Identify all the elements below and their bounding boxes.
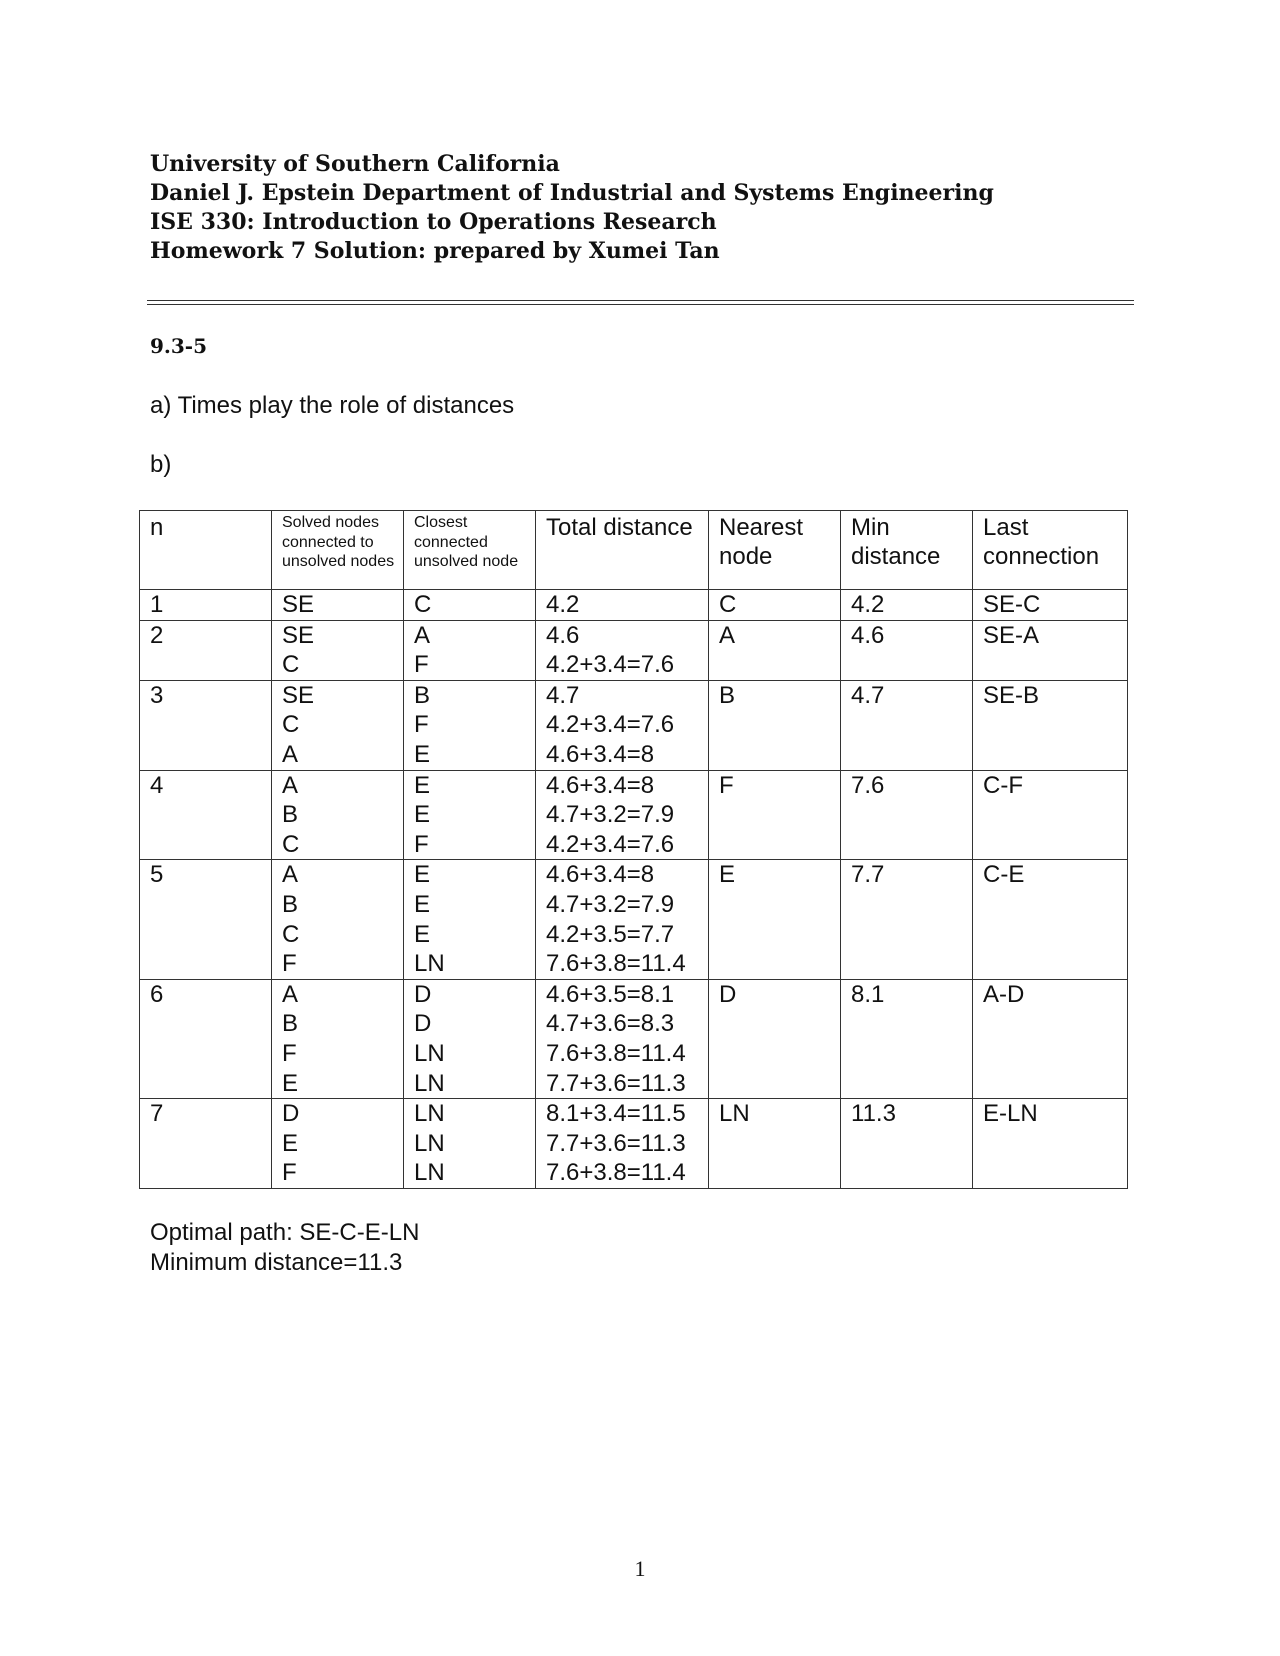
document-header <box>150 150 994 266</box>
header-total-distance: Total distance <box>536 511 709 590</box>
table-row <box>140 620 1128 680</box>
cell-closest-node-line: E <box>414 801 431 829</box>
cell-last-connection: SE-B <box>973 680 1128 770</box>
cell-total-distance <box>536 1099 709 1189</box>
header-last-connection: Last connection <box>973 511 1128 590</box>
cell-total-distance-line: 7.6+3.8=11.4 <box>546 1159 686 1187</box>
cell-closest-node-line: F <box>414 711 429 739</box>
cell-total-distance-line: 4.7+3.6=8.3 <box>546 1010 675 1038</box>
cell-solved-nodes <box>272 590 404 621</box>
cell-solved-nodes <box>272 860 404 979</box>
cell-closest-node-line: B <box>414 681 431 709</box>
cell-total-distance-line: 4.7+3.2=7.9 <box>546 890 675 918</box>
cell-solved-nodes-line: A <box>282 771 299 799</box>
cell-solved-nodes-line: E <box>282 1069 299 1097</box>
cell-min-distance: 4.6 <box>841 620 973 680</box>
cell-closest-node-line: E <box>414 861 431 889</box>
header-university: University of Southern California <box>150 151 560 177</box>
cell-total-distance-line: 7.6+3.8=11.4 <box>546 950 686 978</box>
page-number: 1 <box>634 1556 646 1581</box>
cell-solved-nodes-line: A <box>282 740 299 768</box>
cell-n: 1 <box>140 590 272 621</box>
cell-total-distance-line: 4.6+3.4=8 <box>546 861 655 889</box>
part-a-text: a) Times play the role of distances <box>150 392 515 419</box>
cell-min-distance: 8.1 <box>841 979 973 1098</box>
cell-nearest-node: A <box>709 620 841 680</box>
cell-nearest-node: D <box>709 979 841 1098</box>
header-divider <box>147 300 1134 305</box>
cell-last-connection: SE-C <box>973 590 1128 621</box>
cell-closest-node <box>404 979 536 1098</box>
cell-closest-node-line: E <box>414 890 431 918</box>
cell-closest-node <box>404 590 536 621</box>
table-row <box>140 979 1128 1098</box>
cell-closest-node-line: LN <box>414 1069 445 1097</box>
cell-closest-node-line: LN <box>414 1159 445 1187</box>
cell-total-distance-line: 7.7+3.6=11.3 <box>546 1129 686 1157</box>
header-nearest-node: Nearest node <box>709 511 841 590</box>
cell-solved-nodes-line: SE <box>282 681 315 709</box>
header-min-distance: Min distance <box>841 511 973 590</box>
cell-nearest-node: E <box>709 860 841 979</box>
cell-total-distance-line: 4.2+3.5=7.7 <box>546 920 675 948</box>
cell-nearest-node: LN <box>709 1099 841 1189</box>
cell-total-distance <box>536 979 709 1098</box>
cell-solved-nodes-line: SE <box>282 621 315 649</box>
cell-solved-nodes-line: C <box>282 920 300 948</box>
cell-closest-node-line: LN <box>414 1100 445 1128</box>
cell-solved-nodes-line: A <box>282 861 299 889</box>
cell-closest-node <box>404 860 536 979</box>
cell-solved-nodes-line: F <box>282 1159 297 1187</box>
cell-n: 5 <box>140 860 272 979</box>
cell-min-distance: 7.6 <box>841 770 973 860</box>
cell-min-distance: 4.2 <box>841 590 973 621</box>
cell-total-distance-line: 4.2+3.4=7.6 <box>546 651 675 679</box>
problem-number: 9.3-5 <box>150 334 208 358</box>
cell-last-connection: C-E <box>973 860 1128 979</box>
cell-closest-node-line: E <box>414 740 431 768</box>
table-row <box>140 1099 1128 1189</box>
cell-closest-node-line: D <box>414 980 432 1008</box>
cell-solved-nodes <box>272 620 404 680</box>
cell-total-distance <box>536 620 709 680</box>
cell-solved-nodes-line: F <box>282 1039 297 1067</box>
cell-last-connection: A-D <box>973 979 1128 1098</box>
optimal-path: Optimal path: SE-C-E-LN <box>150 1219 420 1246</box>
cell-closest-node-line: E <box>414 771 431 799</box>
cell-solved-nodes-line: B <box>282 1010 299 1038</box>
cell-solved-nodes-line: SE <box>282 591 315 618</box>
cell-closest-node-line: A <box>414 621 431 649</box>
cell-solved-nodes <box>272 770 404 860</box>
cell-closest-node-line: LN <box>414 1129 445 1157</box>
cell-closest-node <box>404 770 536 860</box>
cell-last-connection: E-LN <box>973 1099 1128 1189</box>
header-solved-nodes: Solved nodes connected to unsolved nodes <box>272 511 404 590</box>
cell-solved-nodes-line: A <box>282 980 299 1008</box>
cell-solved-nodes <box>272 1099 404 1189</box>
part-b-label: b) <box>150 451 172 478</box>
cell-solved-nodes <box>272 680 404 770</box>
header-n: n <box>140 511 272 590</box>
header-homework: Homework 7 Solution: prepared by Xumei Tan <box>150 238 720 264</box>
cell-closest-node-line: F <box>414 651 429 679</box>
table-row <box>140 680 1128 770</box>
cell-nearest-node: B <box>709 680 841 770</box>
minimum-distance: Minimum distance=11.3 <box>150 1249 403 1276</box>
cell-solved-nodes-line: F <box>282 950 297 978</box>
cell-solved-nodes-line: B <box>282 890 299 918</box>
table-row <box>140 770 1128 860</box>
cell-total-distance-line: 4.7+3.2=7.9 <box>546 801 675 829</box>
cell-total-distance-line: 7.6+3.8=11.4 <box>546 1039 686 1067</box>
header-closest-node: Closest connected unsolved node <box>404 511 536 590</box>
cell-closest-node-line: LN <box>414 950 445 978</box>
cell-solved-nodes-line: D <box>282 1100 300 1128</box>
cell-total-distance-line: 4.6+3.4=8 <box>546 740 655 768</box>
cell-solved-nodes-line: C <box>282 830 300 858</box>
cell-total-distance-line: 4.7 <box>546 681 580 709</box>
cell-closest-node-line: LN <box>414 1039 445 1067</box>
cell-n: 3 <box>140 680 272 770</box>
cell-total-distance-line: 4.6+3.5=8.1 <box>546 980 675 1008</box>
cell-closest-node <box>404 1099 536 1189</box>
cell-solved-nodes <box>272 979 404 1098</box>
cell-total-distance-line: 7.7+3.6=11.3 <box>546 1069 686 1097</box>
cell-n: 6 <box>140 979 272 1098</box>
cell-solved-nodes-line: B <box>282 801 299 829</box>
cell-solved-nodes-line: E <box>282 1129 299 1157</box>
cell-min-distance: 4.7 <box>841 680 973 770</box>
cell-closest-node <box>404 680 536 770</box>
cell-total-distance-line: 8.1+3.4=11.5 <box>546 1100 686 1128</box>
cell-closest-node-line: C <box>414 591 432 618</box>
cell-solved-nodes-line: C <box>282 711 300 739</box>
header-department: Daniel J. Epstein Department of Industrial and Systems Engineering <box>150 180 994 206</box>
result-block <box>150 1218 419 1278</box>
cell-solved-nodes-line: C <box>282 651 300 679</box>
cell-n: 4 <box>140 770 272 860</box>
cell-closest-node-line: E <box>414 920 431 948</box>
table-row <box>140 860 1128 979</box>
cell-total-distance-line: 4.6 <box>546 621 580 649</box>
cell-total-distance-line: 4.6+3.4=8 <box>546 771 655 799</box>
cell-total-distance <box>536 590 709 621</box>
cell-nearest-node: C <box>709 590 841 621</box>
table-header-row <box>140 511 1128 590</box>
dijkstra-table <box>139 510 1128 1189</box>
cell-n: 7 <box>140 1099 272 1189</box>
cell-total-distance <box>536 770 709 860</box>
cell-n: 2 <box>140 620 272 680</box>
cell-nearest-node: F <box>709 770 841 860</box>
cell-total-distance <box>536 680 709 770</box>
cell-min-distance: 7.7 <box>841 860 973 979</box>
table-row <box>140 590 1128 621</box>
cell-closest-node <box>404 620 536 680</box>
cell-total-distance-line: 4.2 <box>546 591 580 618</box>
header-course: ISE 330: Introduction to Operations Research <box>150 209 717 235</box>
cell-last-connection: C-F <box>973 770 1128 860</box>
cell-total-distance-line: 4.2+3.4=7.6 <box>546 711 675 739</box>
cell-last-connection: SE-A <box>973 620 1128 680</box>
cell-total-distance <box>536 860 709 979</box>
cell-closest-node-line: D <box>414 1010 432 1038</box>
cell-total-distance-line: 4.2+3.4=7.6 <box>546 830 675 858</box>
cell-closest-node-line: F <box>414 830 429 858</box>
cell-min-distance: 11.3 <box>841 1099 973 1189</box>
